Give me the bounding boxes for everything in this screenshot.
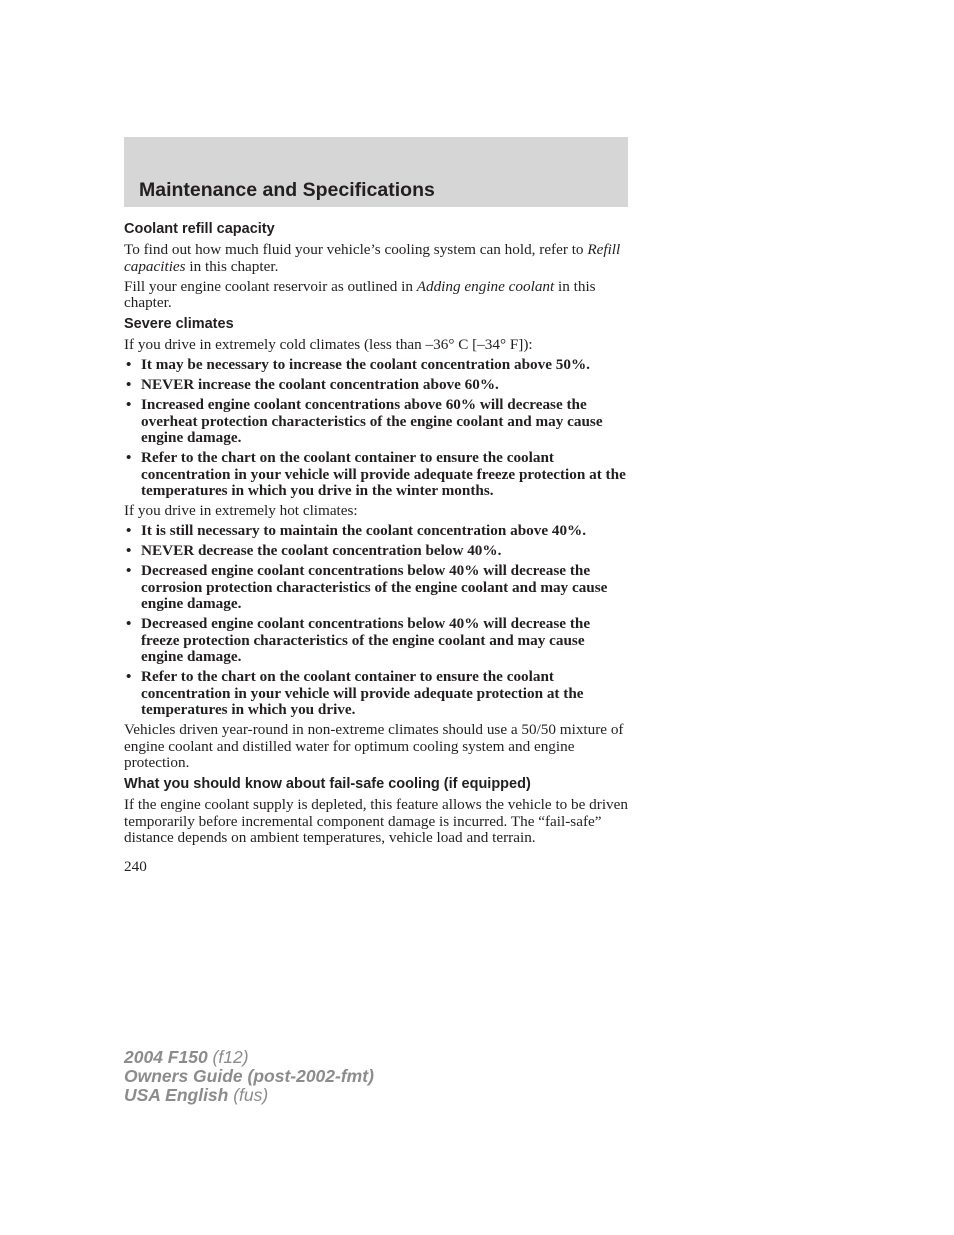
heading-coolant-refill-capacity: Coolant refill capacity: [124, 221, 275, 237]
bullet-icon: •: [126, 376, 132, 393]
bullet-icon: •: [126, 542, 132, 559]
refill-capacities-reference: Refill capacities: [124, 241, 621, 275]
list-item: • Increased engine coolant concentrations above 60% will decrease the overheat protection characteristics of the engine coolant and may cause engine damage.: [126, 396, 603, 446]
fail-safe-paragraph: If the engine coolant supply is depleted, this feature allows the vehicle to be driven temporarily before incremental component damage is incurred. The “fail-safe” distance depends on ambient temperatures, vehicle load and terrain.: [124, 796, 628, 846]
refill-paragraph-2: Fill your engine coolant reservoir as outlined in Adding engine coolant in this chapter.: [124, 277, 596, 311]
list-item: • It is still necessary to maintain the coolant concentration above 40%.: [126, 522, 587, 539]
list-item: • Decreased engine coolant concentrations below 40% will decrease the corrosion protection characteristics of the engine coolant and may cause engine damage.: [126, 562, 608, 612]
bullet-icon: •: [126, 562, 132, 579]
page-content: [124, 220, 630, 879]
bullet-icon: •: [126, 356, 132, 373]
non-extreme-climates-paragraph: Vehicles driven year-round in non-extreme climates should use a 50/50 mixture of engine coolant and distilled water for optimum cooling system and engine protection.: [124, 721, 624, 771]
bullet-icon: •: [126, 615, 132, 632]
refill-paragraph-1: To find out how much fluid your vehicle’s cooling system can hold, refer to Refill capacities in this chapter.: [124, 241, 621, 275]
bullet-icon: •: [126, 449, 132, 466]
footer-line-guide: Owners Guide (post-2002-fmt): [124, 1066, 374, 1086]
footer-line-language: USA English (fus): [124, 1085, 269, 1105]
list-item: • Refer to the chart on the coolant container to ensure the coolant concentration in your vehicle will provide adequate protection at the temperatures in which you drive.: [126, 668, 584, 718]
heading-fail-safe-cooling: What you should know about fail-safe cooling (if equipped): [124, 776, 531, 792]
heading-severe-climates: Severe climates: [124, 316, 234, 332]
list-item: • It may be necessary to increase the coolant concentration above 50%.: [126, 356, 590, 373]
adding-engine-coolant-reference: Adding engine coolant: [416, 277, 555, 295]
list-item: • Refer to the chart on the coolant container to ensure the coolant concentration in your vehicle will provide adequate freeze protection at the temperatures in which you drive in the winter months.: [126, 449, 626, 499]
cold-climates-list: [124, 357, 630, 500]
section-title: Maintenance and Specifications: [139, 179, 435, 201]
page-number: 240: [124, 857, 147, 875]
list-item: • NEVER decrease the coolant concentration below 40%.: [126, 542, 502, 559]
section-header-band: [124, 137, 628, 207]
bullet-icon: •: [126, 522, 132, 539]
hot-climates-intro: If you drive in extremely hot climates:: [124, 502, 358, 519]
bullet-icon: •: [126, 396, 132, 413]
bullet-icon: •: [126, 668, 132, 685]
footer-line-model: 2004 F150 (f12): [124, 1047, 249, 1067]
list-item: • NEVER increase the coolant concentration above 60%.: [126, 376, 499, 393]
document-footer: [124, 1048, 374, 1105]
hot-climates-list: [124, 523, 630, 719]
list-item: • Decreased engine coolant concentrations below 40% will decrease the freeze protection characteristics of the engine coolant and may cause engine damage.: [126, 615, 591, 665]
cold-climates-intro: If you drive in extremely cold climates (less than –36° C [–34° F]):: [124, 336, 533, 353]
